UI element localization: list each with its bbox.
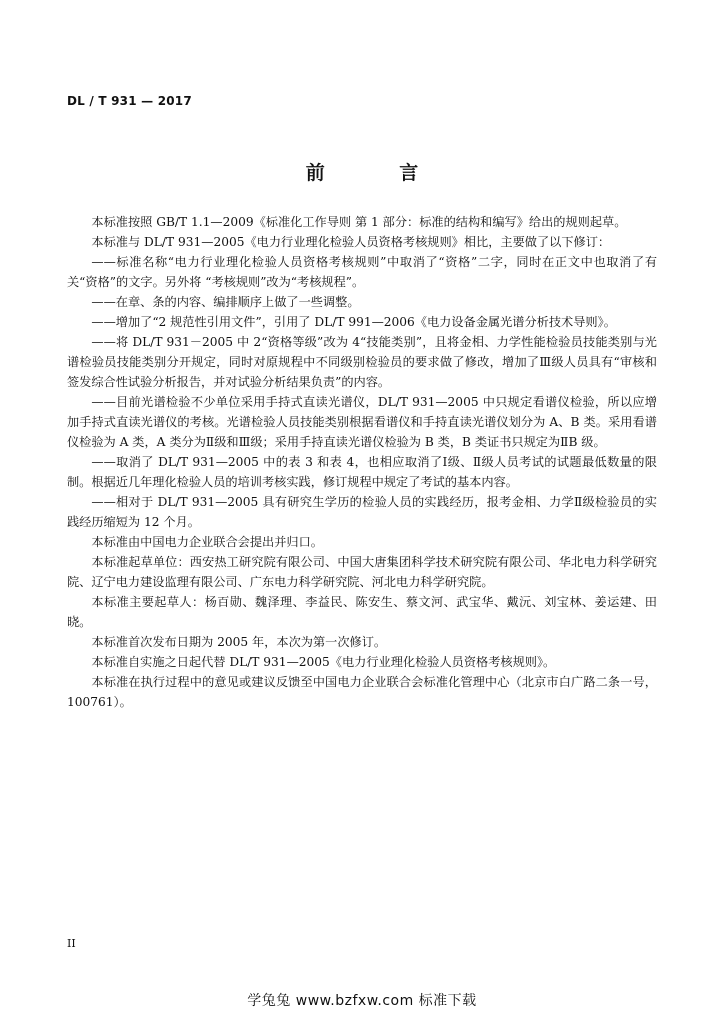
paragraph: 本标准主要起草人：杨百勋、魏泽理、李益民、陈安生、蔡文河、武宝华、戴沅、刘宝林、姜运建、田晓。 — [67, 595, 657, 629]
paragraph: 本标准由中国电力企业联合会提出并归口。 — [91, 535, 323, 549]
paragraph: 本标准自实施之日起代替 DL/T 931—2005《电力行业理化检验人员资格考核规则》。 — [91, 655, 556, 669]
paragraph: ——目前光谱检验不少单位采用手持式直读光谱仪，DL/T 931—2005 中只规定看谱仪检验，所以应增加手持式直读光谱仪的考核。光谱检验人员技能类别根据看谱仪和手持直读光谱仪划分为 A、B 类。采用看谱仪检验为 A 类，A 类分为Ⅱ级和Ⅲ级；采用手持直读光谱仪检验为 B 类，B 类证书只规定为ⅡB 级。 — [67, 395, 657, 449]
paragraph: 本标准按照 GB/T 1.1—2009《标准化工作导则 第 1 部分：标准的结构和编写》给出的规则起草。 — [91, 215, 627, 229]
paragraph: 本标准起草单位：西安热工研究院有限公司、中国大唐集团科学技术研究院有限公司、华北电力科学研究院、辽宁电力建设监理有限公司、广东电力科学研究院、河北电力科学研究院。 — [67, 555, 657, 589]
page-number: II — [67, 937, 76, 950]
paragraph: 本标准在执行过程中的意见或建议反馈至中国电力企业联合会标准化管理中心（北京市白广路二条一号，100761）。 — [67, 675, 657, 709]
paragraph: ——相对于 DL/T 931—2005 具有研究生学历的检验人员的实践经历，报考金相、力学Ⅱ级检验员的实践经历缩短为 12 个月。 — [67, 495, 657, 529]
paragraph: ——增加了“2 规范性引用文件”，引用了 DL/T 991—2006《电力设备金属光谱分析技术导则》。 — [91, 315, 616, 329]
paragraph: ——取消了 DL/T 931—2005 中的表 3 和表 4，也相应取消了Ⅰ级、Ⅱ级人员考试的试题最低数量的限制。根据近几年理化检验人员的培训考核实践，修订规程中规定了考试的基本内容。 — [67, 455, 657, 489]
paragraph: 本标准首次发布日期为 2005 年，本次为第一次修订。 — [91, 635, 387, 649]
preface-body — [67, 212, 657, 712]
document-code: DL / T 931 — 2017 — [67, 94, 192, 108]
paragraph: 本标准与 DL/T 931—2005《电力行业理化检验人员资格考核规则》相比，主要做了以下修订： — [91, 235, 611, 249]
paragraph: ——标准名称“电力行业理化检验人员资格考核规则”中取消了“资格”二字，同时在正文中也取消了有关“资格”的文字。另外将 “考核规则”改为“考核规程”。 — [67, 255, 657, 289]
footer-watermark: 学兔兔 www.bzfxw.com 标准下载 — [247, 993, 477, 1009]
paragraph: ——在章、条的内容、编排顺序上做了一些调整。 — [91, 295, 360, 309]
paragraph: ——将 DL/T 931－2005 中 2“资格等级”改为 4“技能类别”，且将金相、力学性能检验员技能类别与光谱检验员技能类别分开规定，同时对原规程中不同级别检验员的要求做了修改，增加了Ⅲ级人员具有“审核和签发综合性试验分析报告，并对试验分析结果负责”的内容。 — [67, 335, 657, 389]
page-title: 前 言 — [305, 162, 453, 184]
